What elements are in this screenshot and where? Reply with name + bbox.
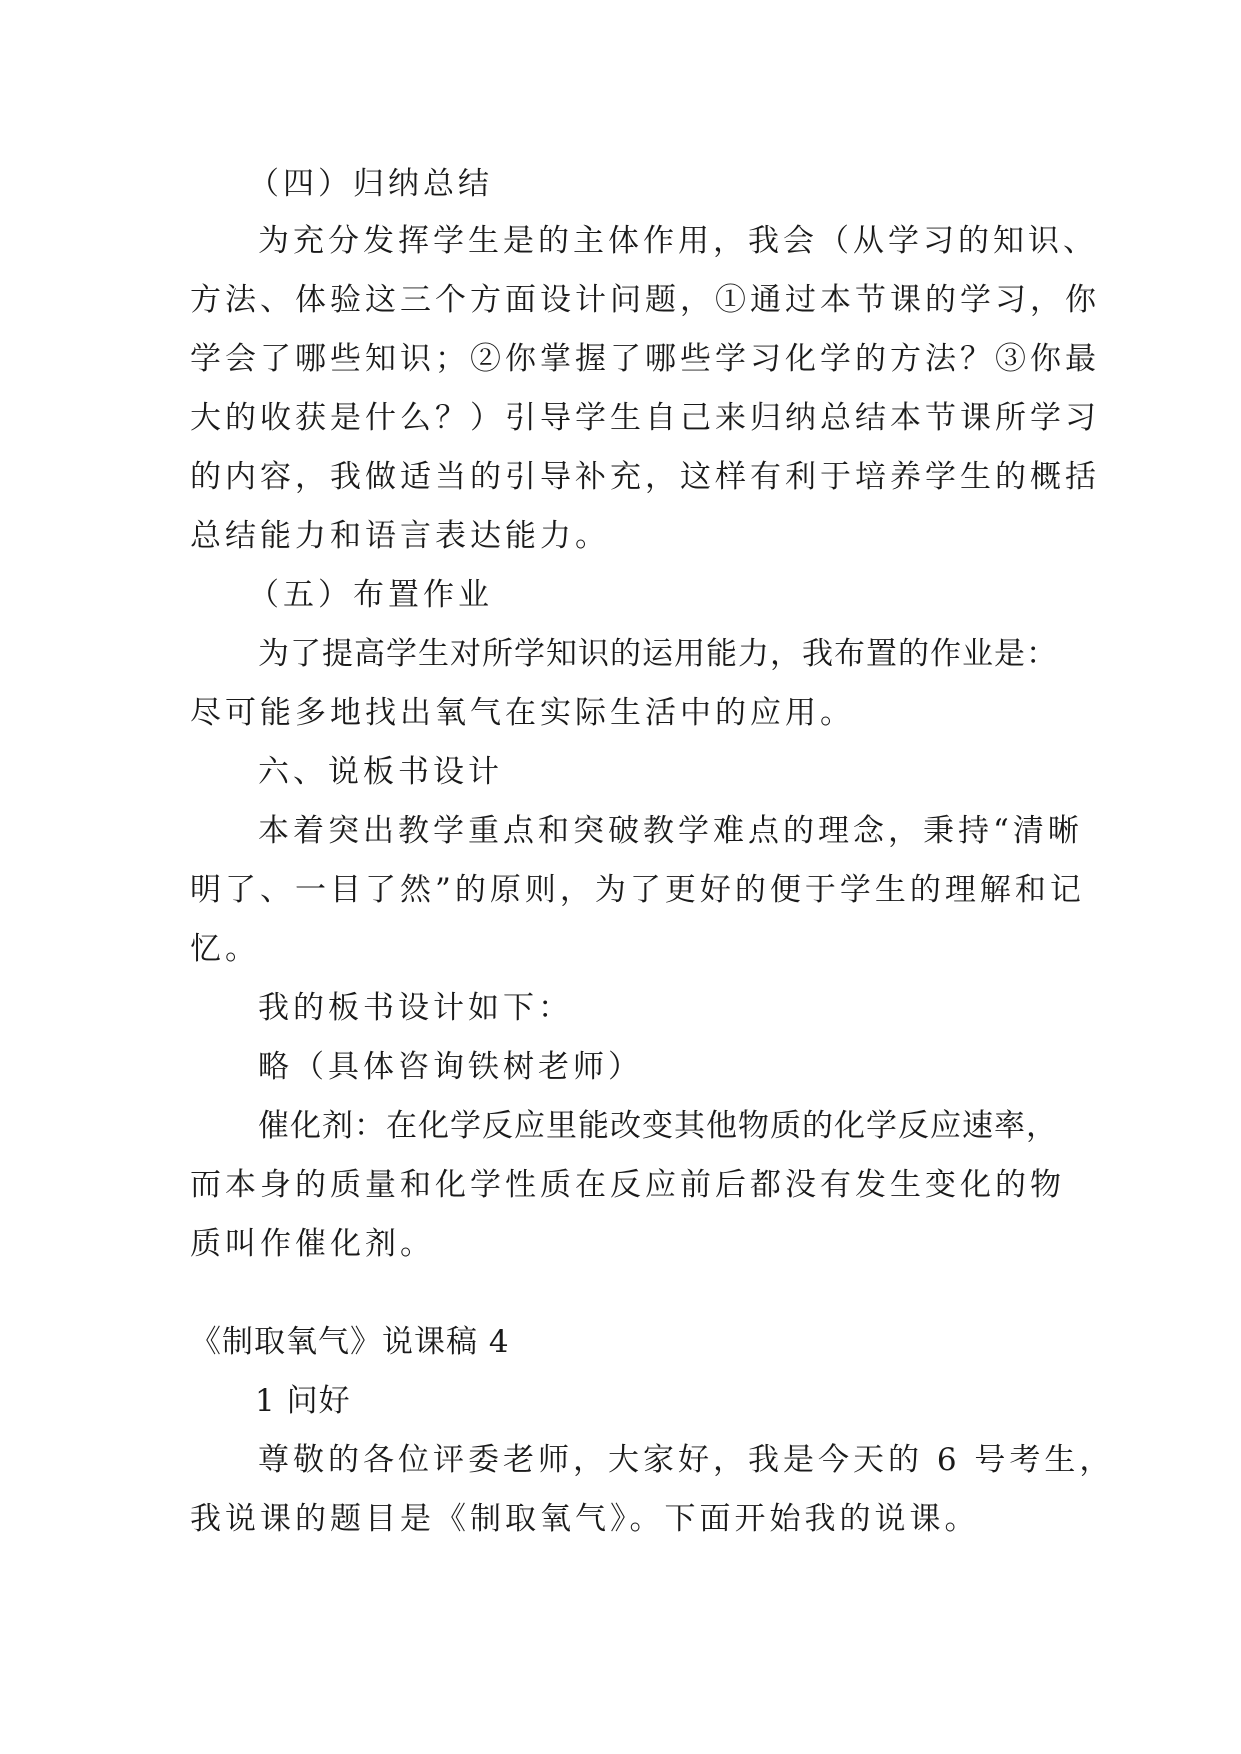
document-title: 《制取氧气》说课稿 4 xyxy=(190,1324,510,1360)
paragraph-line: 总结能力和语言表达能力。 xyxy=(190,518,610,554)
paragraph-line: 为充分发挥学生是的主体作用，我会（从学习的知识、 xyxy=(258,223,1098,259)
section-heading: 1 问好 xyxy=(255,1383,351,1419)
paragraph-line: 本着突出教学重点和突破教学难点的理念，秉持“清晰 xyxy=(258,813,1083,849)
paragraph-line: 尽可能多地找出氧气在实际生活中的应用。 xyxy=(190,695,855,731)
paragraph-line: 忆。 xyxy=(190,931,260,967)
paragraph-line: 为了提高学生对所学知识的运用能力，我布置的作业是： xyxy=(258,636,1058,672)
paragraph-line: 明了、一目了然”的原则，为了更好的便于学生的理解和记 xyxy=(190,872,1085,908)
paragraph-line: 催化剂：在化学反应里能改变其他物质的化学反应速率， xyxy=(258,1108,1058,1144)
section-heading: （四）归纳总结 xyxy=(248,166,493,202)
paragraph-line: 的内容，我做适当的引导补充，这样有利于培养学生的概括 xyxy=(190,459,1100,495)
paragraph-line: 学会了哪些知识；②你掌握了哪些学习化学的方法？③你最 xyxy=(190,341,1100,377)
section-heading: （五）布置作业 xyxy=(248,577,493,613)
paragraph-line: 质叫作催化剂。 xyxy=(190,1226,435,1262)
paragraph-line: 略（具体咨询铁树老师） xyxy=(258,1049,643,1085)
paragraph-line: 我说课的题目是《制取氧气》。下面开始我的说课。 xyxy=(190,1501,980,1537)
section-heading: 六、说板书设计 xyxy=(258,754,503,790)
paragraph-line: 我的板书设计如下： xyxy=(258,990,573,1026)
paragraph-line: 尊敬的各位评委老师，大家好，我是今天的 6 号考生， xyxy=(258,1442,1115,1478)
paragraph-line: 方法、体验这三个方面设计问题，①通过本节课的学习，你 xyxy=(190,282,1100,318)
paragraph-line: 大的收获是什么？）引导学生自己来归纳总结本节课所学习 xyxy=(190,400,1100,436)
paragraph-line: 而本身的质量和化学性质在反应前后都没有发生变化的物 xyxy=(190,1167,1065,1203)
